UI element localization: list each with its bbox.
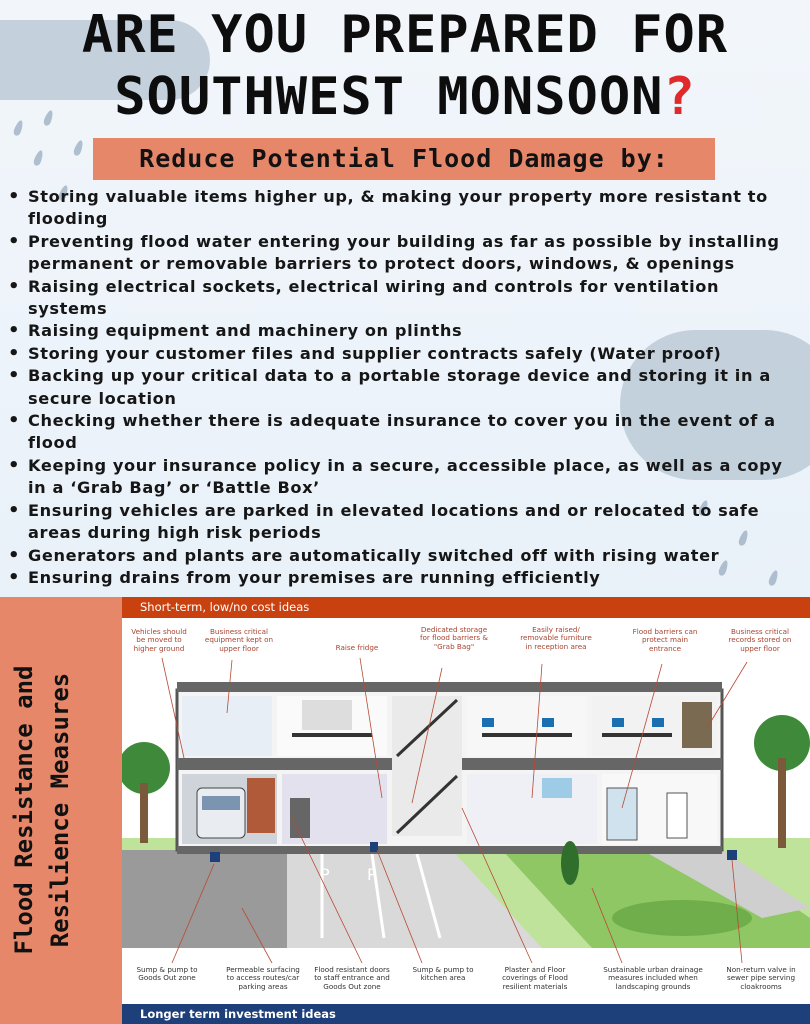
title-line-2-text: SOUTHWEST MONSOON bbox=[114, 67, 664, 127]
sump-goods-out bbox=[210, 852, 220, 862]
list-item: • Generators and plants are automatically switched off with rising water bbox=[6, 545, 804, 567]
side-title-line-1: Flood Resistance and bbox=[10, 665, 38, 955]
tips-list bbox=[6, 186, 804, 589]
label-vehicles: Vehicles should be moved to higher ground bbox=[131, 627, 187, 653]
side-title bbox=[6, 600, 116, 1020]
label-critical-records: Business critical records stored on upper floor bbox=[728, 627, 792, 653]
list-item: • Backing up your critical data to a portable storage device and storing it in a secure location bbox=[6, 365, 804, 410]
cloakroom-door bbox=[667, 793, 687, 838]
non-return-valve bbox=[727, 850, 737, 860]
label-permeable-surfacing: Permeable surfacing to access routes/car parking areas bbox=[226, 965, 300, 991]
short-term-bar bbox=[122, 597, 810, 618]
shelving bbox=[682, 702, 712, 748]
label-non-return-valve: Non-return valve in sewer pipe serving cloakrooms bbox=[726, 965, 796, 991]
shrub bbox=[561, 841, 579, 885]
building-illustration bbox=[122, 618, 810, 1004]
svg-text:P: P bbox=[367, 865, 377, 884]
long-term-bar bbox=[122, 1004, 810, 1024]
label-critical-equipment: Business critical equipment kept on upper floor bbox=[204, 627, 274, 653]
label-removable-furniture: Easily raised/ removable furniture in reception area bbox=[520, 625, 592, 651]
swale bbox=[612, 900, 752, 936]
short-term-label: Short-term, low/no cost ideas bbox=[140, 600, 310, 614]
label-sump-goods-out: Sump & pump to Goods Out zone bbox=[136, 965, 198, 983]
stairwell bbox=[392, 696, 462, 836]
side-title-panel bbox=[0, 597, 122, 1024]
list-item: • Ensuring vehicles are parked in elevated locations and or relocated to safe areas during high risk periods bbox=[6, 500, 804, 545]
world-map bbox=[302, 700, 352, 730]
title-line-2 bbox=[0, 66, 810, 128]
long-term-label: Longer term investment ideas bbox=[140, 1007, 336, 1021]
title-line-1: ARE YOU PREPARED FOR bbox=[81, 5, 729, 65]
building-cross-section bbox=[122, 618, 810, 1004]
list-item: • Checking whether there is adequate insurance to cover you in the event of a flood bbox=[6, 410, 804, 455]
list-item: • Storing your customer files and supplier contracts safely (Water proof) bbox=[6, 343, 804, 365]
list-item: • Keeping your insurance policy in a secure, accessible place, as well as a copy in a ‘Grab Bag’ or ‘Battle Box’ bbox=[6, 455, 804, 500]
label-dedicated-storage: Dedicated storage for flood barriers & "Grab Bag" bbox=[419, 625, 489, 651]
list-item: • Raising equipment and machinery on plinths bbox=[6, 320, 804, 342]
list-item: • Storing valuable items higher up, & making your property more resistant to flooding bbox=[6, 186, 804, 231]
roof bbox=[177, 682, 722, 692]
list-item: • Preventing flood water entering your building as far as possible by installing permanent or removable barriers to protect doors, windows, & openings bbox=[6, 231, 804, 276]
label-raise-fridge: Raise fridge bbox=[335, 643, 379, 652]
reception bbox=[467, 774, 597, 844]
page-title bbox=[0, 4, 810, 128]
main-entrance bbox=[607, 788, 637, 840]
list-item: • Raising electrical sockets, electrical wiring and controls for ventilation systems bbox=[6, 276, 804, 321]
label-plaster-floor: Plaster and Floor coverings of Flood resilient materials bbox=[502, 965, 568, 991]
side-title-line-2: Resilience Measures bbox=[46, 672, 74, 948]
fridge bbox=[290, 798, 310, 838]
label-sustainable-drainage: Sustainable urban drainage measures included when landscaping grounds bbox=[603, 965, 703, 991]
label-flood-resistant-doors: Flood resistant doors to staff entrance and Goods Out zone bbox=[314, 965, 390, 991]
title-question-mark: ? bbox=[663, 67, 696, 127]
subtitle-banner: Reduce Potential Flood Damage by: bbox=[93, 138, 715, 180]
label-flood-barriers: Flood barriers can protect main entrance bbox=[632, 627, 698, 653]
van bbox=[197, 788, 245, 838]
goods-out-ramp bbox=[122, 850, 292, 948]
list-item: • Ensuring drains from your premises are running efficiently bbox=[6, 567, 804, 589]
stock-shelves bbox=[247, 778, 275, 833]
label-sump-kitchen: Sump & pump to kitchen area bbox=[412, 965, 474, 983]
measures-section bbox=[0, 597, 810, 1024]
ground-slab bbox=[177, 846, 722, 854]
svg-text:P: P bbox=[320, 865, 330, 884]
